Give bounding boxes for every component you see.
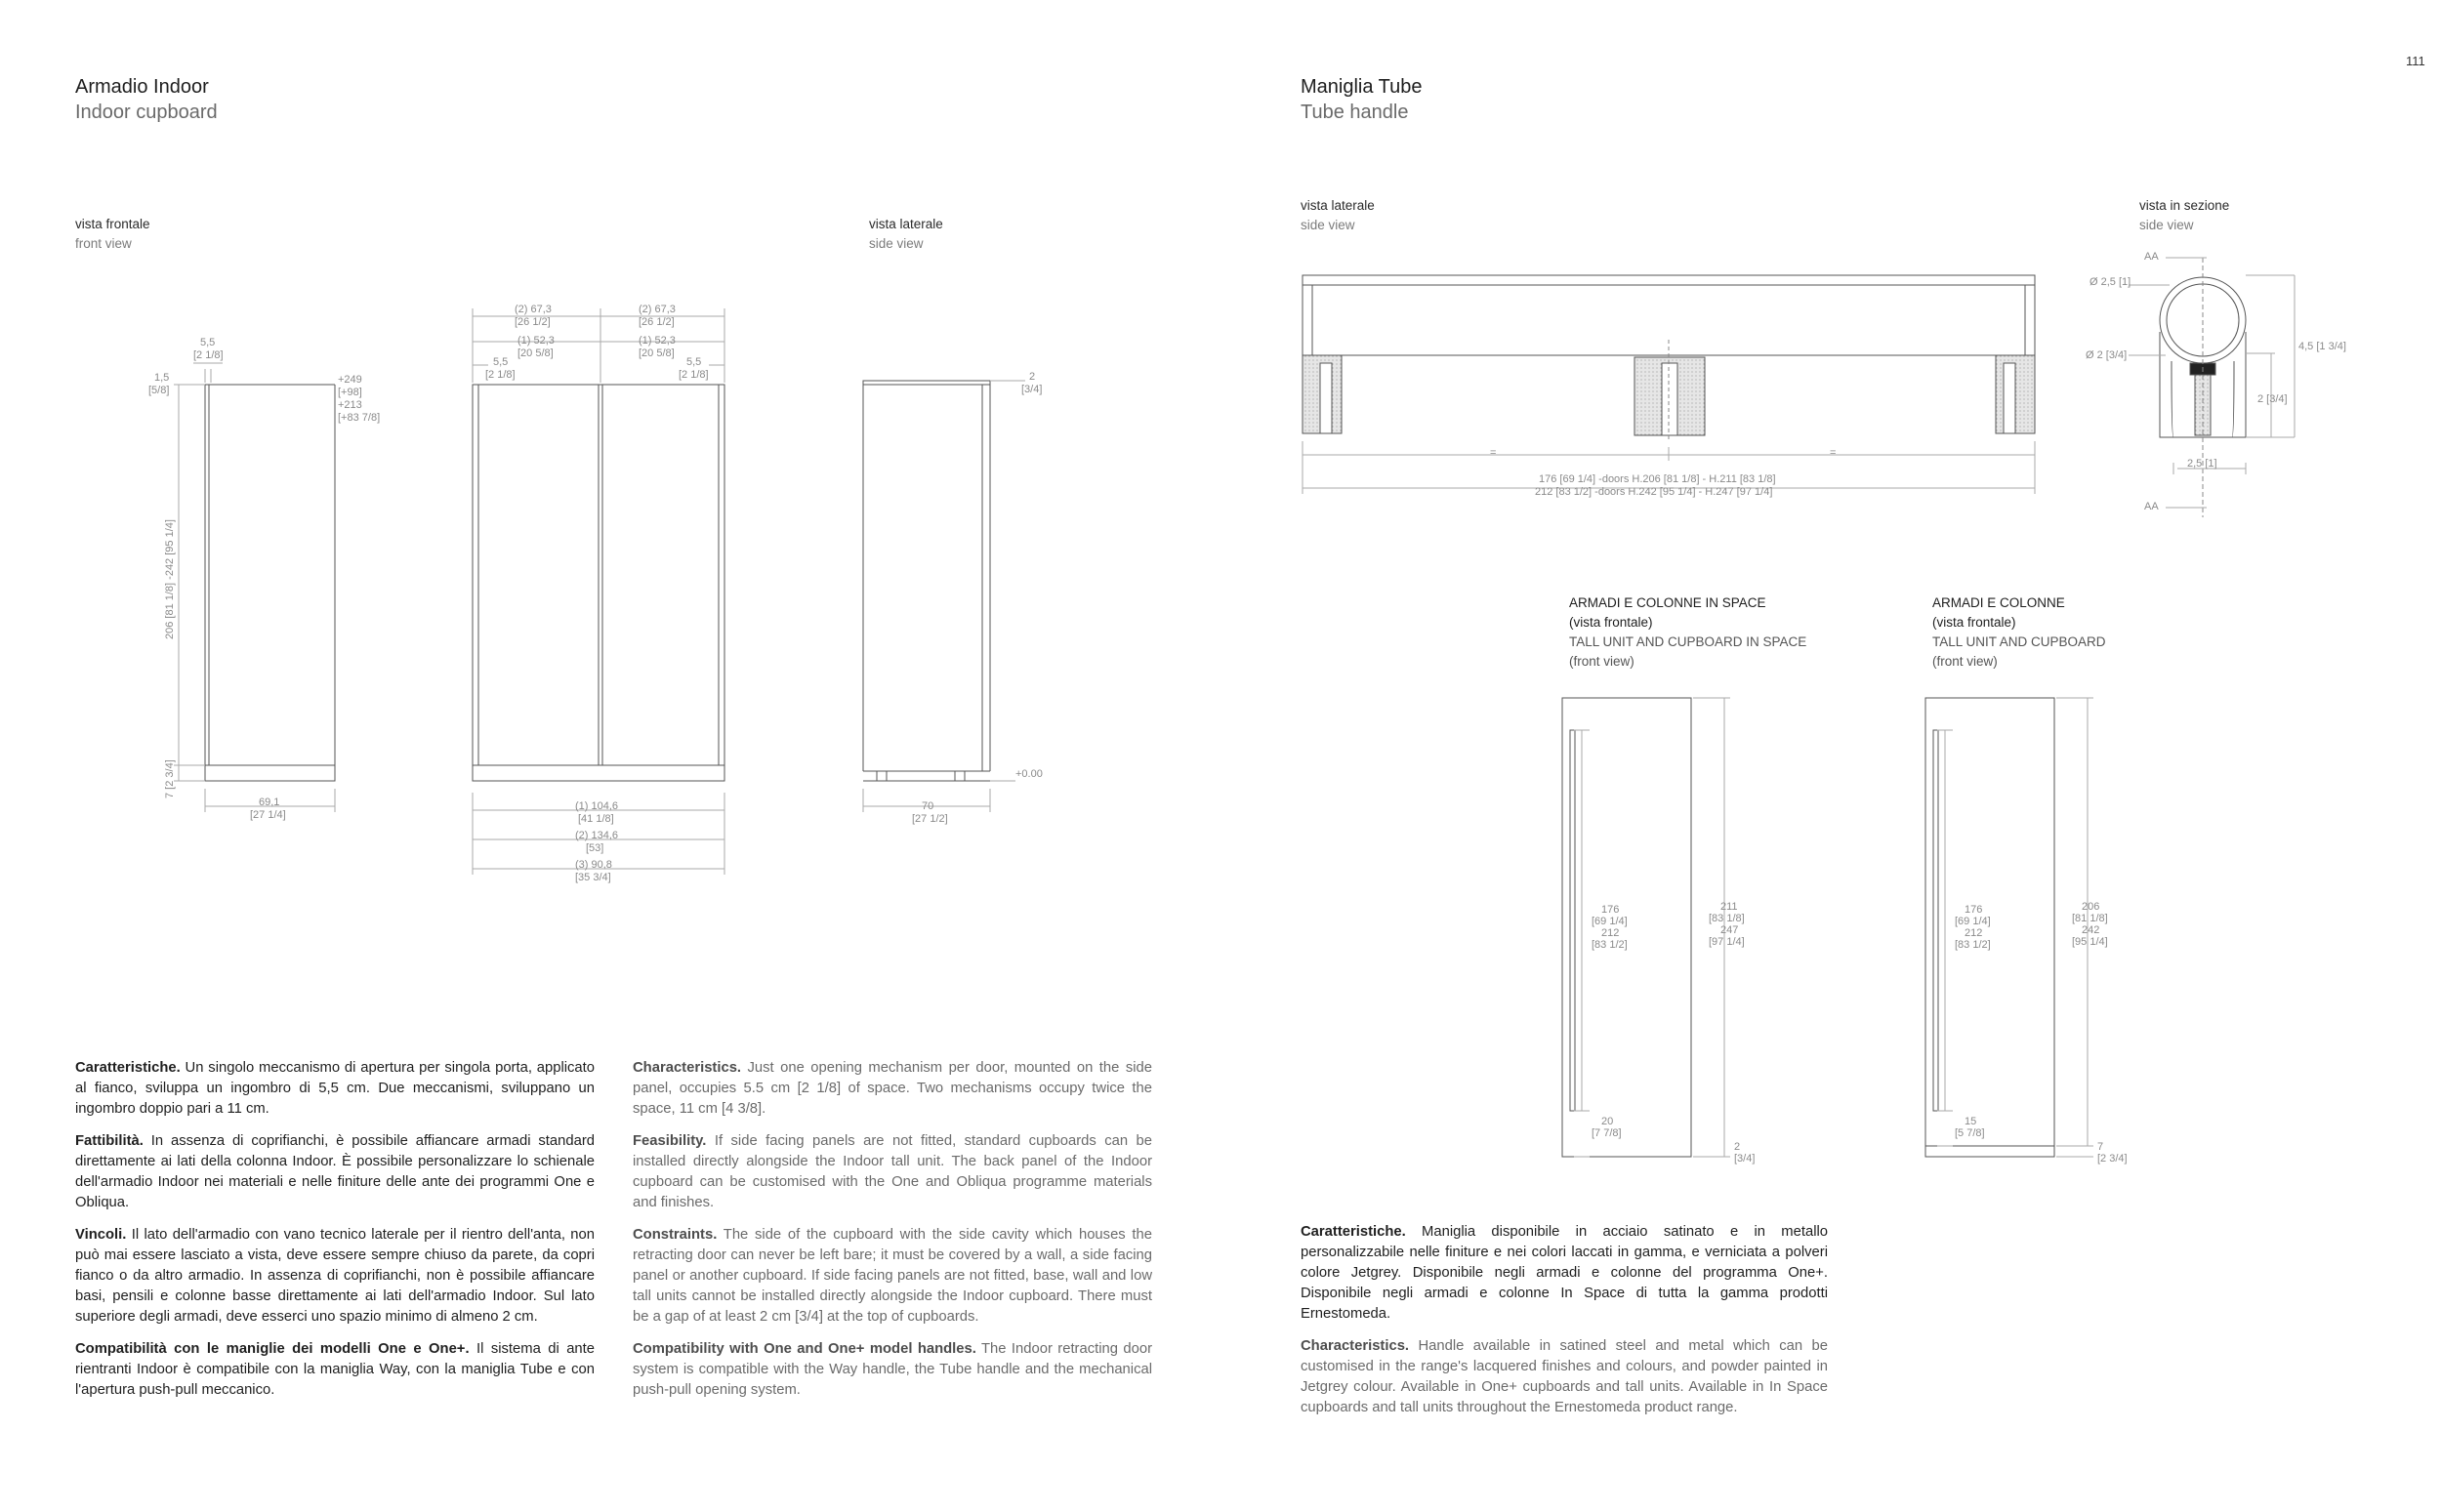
unit-b-title: ARMADI E COLONNE [1932, 595, 2065, 610]
page-number: 111 [2406, 54, 2425, 68]
unit-a-subtitle-en: (front view) [1569, 654, 1634, 669]
paragraph-compatibilita: Compatibilità con le maniglie dei modelli One e One+. Il sistema di ante rientranti Indoor è compatibile con la maniglia Way, con la maniglia Tube e con l'apertura push-pull meccanico. [75, 1341, 595, 1398]
dim-label: = [1490, 447, 1497, 459]
dim-label: 247 [1720, 924, 1739, 936]
unit-b-subtitle: (vista frontale) [1932, 615, 2016, 630]
dim-label: [5 7/8] [1955, 1127, 1985, 1139]
dim-label: [2 3/4] [2097, 1153, 2128, 1165]
dim-label: [26 1/2] [639, 316, 675, 328]
dim-label: 70 [922, 800, 934, 812]
section-view-label-en: side view [2139, 218, 2194, 232]
dim-label: [7 7/8] [1592, 1127, 1622, 1139]
dim-label: 4,5 [1 3/4] [2298, 341, 2346, 352]
right-title: Maniglia Tube [1301, 76, 1423, 98]
dim-label: [35 3/4] [575, 872, 611, 883]
dim-label: 2,5 [1] [2187, 458, 2217, 470]
right-text [1301, 1222, 1828, 1430]
unit-a-subtitle: (vista frontale) [1569, 615, 1653, 630]
dim-label: 2 [3/4] [2257, 393, 2288, 405]
unit-a-title: ARMADI E COLONNE IN SPACE [1569, 595, 1766, 610]
unit-b-caption [1932, 593, 2106, 672]
paragraph-constraints: Constraints. The side of the cupboard with the side cavity which houses the retracting door can never be left bare; it must be covered by a wall, a side facing panel or another cupboard. If side facing panels are not fitted, base, wall and low tall units cannot be installed directly alongside the Indoor cupboard. There must be a gap of at least 2 cm [3/4] at the top of cupboards. [633, 1227, 1152, 1325]
dim-label: 206 [81 1/8] -242 [95 1/4] [164, 519, 176, 639]
section-view-label: vista in sezione [2139, 198, 2230, 213]
dim-label: (1) 52,3 [517, 335, 555, 347]
dim-label: (1) 104,6 [575, 800, 619, 812]
dim-label: [83 1/2] [1592, 939, 1628, 951]
dim-label: 15 [1965, 1116, 1977, 1127]
paragraph-fattibilita: Fattibilità. In assenza di coprifianchi, è possibile affiancare armadi standard direttamente ai lati della colonna Indoor. È possibile personalizzare lo schienale dell'armadio Indoor nei materiali e nelle finiture delle ante dei programmi One e Obliqua. [75, 1133, 595, 1210]
dim-label: 176 [1601, 904, 1620, 916]
dim-label: [41 1/8] [578, 813, 614, 825]
unit-a-caption [1569, 593, 1806, 672]
dim-label: (3) 90,8 [575, 859, 612, 871]
dim-label: [95 1/4] [2072, 936, 2108, 948]
dim-label: [2 1/8] [485, 369, 516, 381]
front-view-label: vista frontale [75, 217, 150, 231]
dim-label: 176 [1965, 904, 1983, 916]
unit-b-title-en: TALL UNIT AND CUPBOARD [1932, 634, 2106, 649]
dim-label: [81 1/8] [2072, 913, 2108, 924]
dim-label: = [1830, 447, 1837, 459]
dim-label: 5,5 [200, 337, 216, 348]
dim-label: 242 [2082, 924, 2100, 936]
dim-label: 211 [1720, 901, 1738, 913]
dim-label: (2) 67,3 [515, 304, 552, 315]
paragraph-characteristics: Characteristics. Just one opening mechanism per door, mounted on the side panel, occupies 5.5 cm [2 1/8] of space. Two mechanisms occupy twice the space, 11 cm [4 3/8]. [633, 1060, 1152, 1117]
dim-label: [+83 7/8] [338, 412, 381, 424]
dim-label: [2 1/8] [193, 349, 224, 361]
right-side-view-label-en: side view [1301, 218, 1355, 232]
unit-a-title-en: TALL UNIT AND CUPBOARD IN SPACE [1569, 634, 1807, 649]
dim-label: [53] [586, 842, 604, 854]
dim-label: +213 [338, 399, 362, 411]
dim-label: AA [2144, 251, 2159, 263]
right-side-view-label: vista laterale [1301, 198, 1375, 213]
unit-b-subtitle-en: (front view) [1932, 654, 1998, 669]
dim-label: 212 [83 1/2] -doors H.242 [95 1/4] - H.247 [97 1/4] [1535, 486, 1773, 498]
dim-label: (2) 67,3 [639, 304, 676, 315]
dim-label: [2 1/8] [679, 369, 709, 381]
dim-label: 20 [1601, 1116, 1614, 1127]
dim-label: 212 [1965, 927, 1983, 939]
dim-label: [+98] [338, 387, 362, 398]
paragraph-tube-caratteristiche: Caratteristiche. Maniglia disponibile in acciaio satinato e in metallo personalizzabile nelle finiture e nei colori laccati in gamma, e verniciata a polveri colore Jetgrey. Disponibile negli armadi e colonne del programma One+. Disponibile negli armadi e colonne In Space di tutta la gamma prodotti Ernestomeda. [1301, 1224, 1828, 1322]
left-subtitle: Indoor cupboard [75, 102, 218, 123]
dim-label: [20 5/8] [517, 347, 554, 359]
dim-label: [27 1/4] [250, 809, 286, 821]
dim-label: [3/4] [1021, 384, 1043, 395]
dim-label: Ø 2,5 [1] [2089, 276, 2131, 288]
dim-label: AA [2144, 501, 2159, 512]
left-title: Armadio Indoor [75, 76, 209, 98]
dim-label: [69 1/4] [1592, 916, 1628, 927]
dim-label: [27 1/2] [912, 813, 948, 825]
paragraph-compatibility: Compatibility with One and One+ model handles. The Indoor retracting door system is compatible with the Way handle, the Tube handle and the mechanical push-pull opening system. [633, 1341, 1152, 1398]
dim-label: [83 1/8] [1709, 913, 1745, 924]
front-view-label-en: front view [75, 236, 132, 251]
dim-label: [26 1/2] [515, 316, 551, 328]
dim-label: 176 [69 1/4] -doors H.206 [81 1/8] - H.211 [83 1/8] [1539, 473, 1776, 485]
dim-label: [69 1/4] [1955, 916, 1991, 927]
dim-label: (1) 52,3 [639, 335, 676, 347]
dim-label: [83 1/2] [1955, 939, 1991, 951]
dim-label: 5,5 [686, 356, 702, 368]
dim-label: [3/4] [1734, 1153, 1756, 1165]
dim-label: 2 [1029, 371, 1036, 383]
left-side-view-label-en: side view [869, 236, 924, 251]
dim-label: 212 [1601, 927, 1620, 939]
right-subtitle: Tube handle [1301, 102, 1409, 123]
paragraph-vincoli: Vincoli. Il lato dell'armadio con vano tecnico laterale per il rientro dell'anta, non può mai essere lasciato a vista, deve essere sempre chiuso da parete, da copri fianco o da altro armadio. In assenza di coprifianchi, non è possibile affiancare basi, pensili e colonne basse direttamente ai lati dell'armadio Indoor. Sul lato superiore degli armadi, deve esserci uno spazio minimo di almeno 2 cm. [75, 1227, 595, 1325]
dim-label: 1,5 [154, 372, 170, 384]
dim-label: 206 [2082, 901, 2100, 913]
dim-label: [97 1/4] [1709, 936, 1745, 948]
dim-label: 5,5 [493, 356, 509, 368]
dim-label: [20 5/8] [639, 347, 675, 359]
dim-label: [5/8] [148, 385, 170, 396]
dim-label: 7 [2097, 1141, 2104, 1153]
dim-label: +0.00 [1015, 768, 1043, 780]
paragraph-tube-characteristics: Characteristics. Handle available in satined steel and metal which can be customised in the range's lacquered finishes and colours, and powder painted in Jetgrey colour. Available in One+ cupboards and tall units. Available in In Space cupboards and tall units throughout the Ernestomeda product range. [1301, 1338, 1828, 1415]
dim-label: +249 [338, 374, 362, 386]
dim-label: 7 [2 3/4] [164, 759, 176, 798]
dim-label: Ø 2 [3/4] [2086, 349, 2128, 361]
paragraph-feasibility: Feasibility. If side facing panels are not fitted, standard cupboards can be installed directly alongside the Indoor tall unit. The back panel of the Indoor cupboard can be customised with the One and Obliqua programme materials and finishes. [633, 1133, 1152, 1210]
dim-label: 69,1 [259, 797, 280, 808]
dim-label: 2 [1734, 1141, 1741, 1153]
left-side-view-label: vista laterale [869, 217, 943, 231]
dim-label: (2) 134,6 [575, 830, 619, 841]
paragraph-caratteristiche: Caratteristiche. Un singolo meccanismo di apertura per singola porta, applicato al fianco, sviluppa un ingombro di 5,5 cm. Due meccanismi, sviluppano un ingombro doppio pari a 11 cm. [75, 1060, 595, 1117]
